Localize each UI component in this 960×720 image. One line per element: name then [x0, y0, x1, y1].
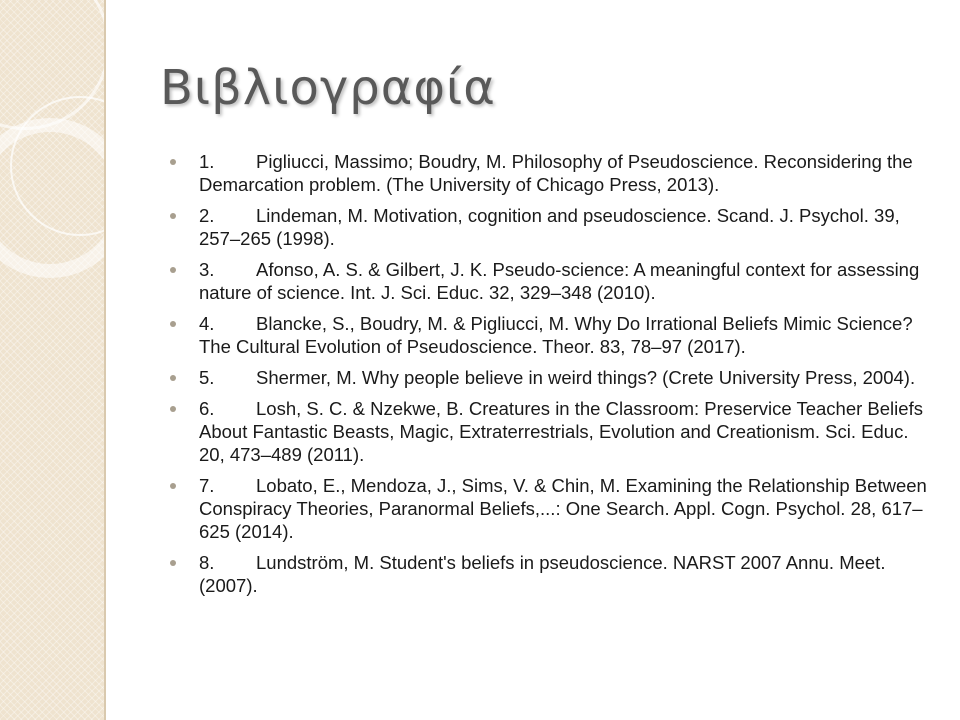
reference-text: Lindeman, M. Motivation, cognition and pseudoscience. Scand. J. Psychol. 39, 257–265 (1998). — [199, 205, 900, 249]
decorative-side-panel — [0, 0, 106, 720]
reference-text: Lobato, E., Mendoza, J., Sims, V. & Chin, M. Examining the Relationship Between Conspiracy Theories, Paranormal Beliefs,...: One Search. Appl. Cogn. Psychol. 28, 617–625 (2014). — [199, 475, 927, 542]
bullet-icon — [170, 375, 176, 381]
bullet-icon — [170, 213, 176, 219]
reference-item — [168, 551, 938, 597]
reference-number: 3. — [199, 259, 215, 280]
reference-text: Afonso, A. S. & Gilbert, J. K. Pseudo-science: A meaningful context for assessing nature of science. Int. J. Sci. Educ. 32, 329–348 (2010). — [199, 259, 920, 303]
reference-item — [168, 258, 938, 304]
reference-item — [168, 150, 938, 196]
reference-number: 2. — [199, 205, 215, 226]
reference-number: 6. — [199, 398, 215, 419]
reference-list — [168, 150, 938, 605]
reference-item — [168, 366, 938, 389]
bullet-icon — [170, 406, 176, 412]
reference-item — [168, 397, 938, 466]
reference-text: Pigliucci, Massimo; Boudry, M. Philosophy of Pseudoscience. Reconsidering the Demarcation problem. (The University of Chicago Press, 2013). — [199, 151, 913, 195]
reference-item — [168, 312, 938, 358]
reference-number: 4. — [199, 313, 215, 334]
reference-text: Losh, S. C. & Nzekwe, B. Creatures in the Classroom: Preservice Teacher Beliefs About Fantastic Beasts, Magic, Extraterrestrials, Evolution and Creationism. Sci. Educ. 20, 473–489 (2011). — [199, 398, 923, 465]
bullet-icon — [170, 483, 176, 489]
reference-number: 1. — [199, 151, 215, 172]
reference-item — [168, 474, 938, 543]
bullet-icon — [170, 321, 176, 327]
panel-divider — [104, 0, 106, 720]
reference-number: 5. — [199, 367, 215, 388]
reference-text: Blancke, S., Boudry, M. & Pigliucci, M. Why Do Irrational Beliefs Mimic Science? The Cultural Evolution of Pseudoscience. Theor. 83, 78–97 (2017). — [199, 313, 913, 357]
slide-title: Βιβλιογραφία — [160, 60, 496, 116]
reference-number: 8. — [199, 552, 215, 573]
reference-item — [168, 204, 938, 250]
bullet-icon — [170, 560, 176, 566]
bullet-icon — [170, 159, 176, 165]
reference-text: Shermer, M. Why people believe in weird things? (Crete University Press, 2004). — [256, 367, 916, 388]
reference-number: 7. — [199, 475, 215, 496]
bullet-icon — [170, 267, 176, 273]
reference-text: Lundström, M. Student's beliefs in pseudoscience. NARST 2007 Annu. Meet. (2007). — [199, 552, 886, 596]
